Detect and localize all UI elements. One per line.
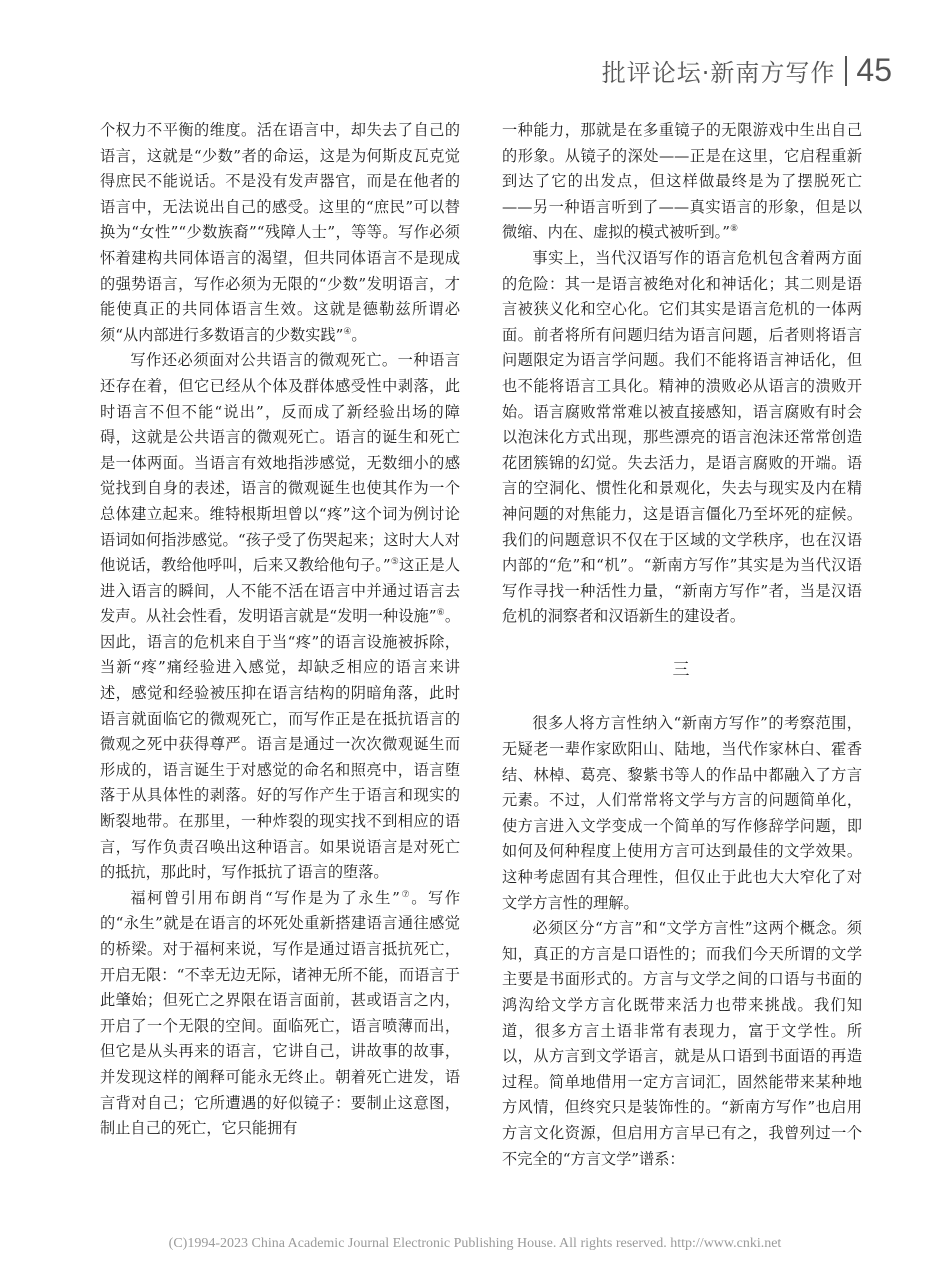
header-divider [845, 56, 847, 86]
paragraph [100, 348, 460, 885]
footnote-marker: ⑦ [399, 889, 412, 900]
section-title: 批评论坛·新南方写作 [601, 59, 836, 87]
right-column [502, 118, 862, 1172]
copyright-footer: (C)1994-2023 China Academic Journal Electronic Publishing House. All rights reserved. http://www.cnki.net [168, 1236, 782, 1251]
footnote-marker: ④ [343, 326, 352, 337]
paragraph-text: 写作还必须面对公共语言的微观死亡。一种语言还存在着，但它已经从个体及群体感受性中剥落，此时语言不但不能“说出”，反而成了新经验出场的障碍，这就是公共语言的微观死亡。语言的诞生和死亡是一体两面。当语言有效地指涉感觉，无数细小的感觉找到自身的表述，语言的微观诞生也使其作为一个总体建立起来。维特根斯坦曾以“疼”这个词为例讨论语词如何指涉感觉。“孩子受了伤哭起来；这时大人对他说话，教给他呼叫，后来又教给他句子。” [100, 351, 460, 575]
footnote-marker: ⑧ [729, 224, 739, 235]
footnote-marker: ⑤ [390, 557, 399, 568]
footnote-marker: ⑥ [436, 608, 445, 619]
page-number: 45 [856, 52, 892, 88]
paragraph-text: 这正是人进入语言的瞬间，人不能不活在语言中并通过语言去发声。从社会性看，发明语言就是“发明一种设施” [100, 556, 461, 626]
paragraph-text: 个权力不平衡的维度。活在语言中，却失去了自己的语言，这就是“少数”者的命运，这是为何斯皮瓦克觉得庶民不能说话。不是没有发声器官，而是在他者的语言中，无法说出自己的感受。这里的“庶民”可以替换为“女性”“少数族裔”“残障人士”，等等。写作必须怀着建构共同体语言的渴望，但共同体语言不是现成的强势语言，写作必须为无限的“少数”发明语言，才能使真正的共同体语言生效。这就是德勒兹所谓必须“从内部进行多数语言的少数实践” [100, 121, 460, 344]
paragraph: 必须区分“方言”和“文学方言性”这两个概念。须知，真正的方言是口语性的；而我们今天所谓的文学主要是书面形式的。方言与文学之间的口语与书面的鸿沟给文学方言化既带来活力也带来挑战。我们知道，很多方言土语非常有表现力，富于文学性。所以，从方言到文学语言，就是从口语到书面语的再造过程。简单地借用一定方言词汇，固然能带来某种地方风情，但终究只是装饰性的。“新南方写作”也启用方言文化资源，但启用方言早已有之，我曾列过一个不完全的“方言文学”谱系： [502, 919, 862, 1168]
paragraph-text: 福柯曾引用布朗肖“写作是为了永生” [130, 888, 400, 907]
paragraph-text: 。写作的“永生”就是在语言的坏死处重新搭建语言通往感觉的桥梁。对于福柯来说，写作是通过语言抵抗死亡，开启无限：“不幸无边无际，诸神无所不能，而语言于此肇始；但死亡之界限在语言面前，甚或语言之内，开启了一个无限的空间。面临死亡，语言喷薄而出，但它是从头再来的语言，它讲自己，讲故事的故事，并发现这样的阐释可能永无终止。朝着死亡进发，语言背对自己；它所遭遇的好似镜子：要制止这意图，制止自己的死亡，它只能拥有 [100, 888, 461, 1138]
paragraph: 事实上，当代汉语写作的语言危机包含着两方面的危险：其一是语言被绝对化和神话化；其二则是语言被狭义化和空心化。它们其实是语言危机的一体两面。前者将所有问题归结为语言问题，后者则将语言问题限定为语言学问题。我们不能将语言神话化，但也不能将语言工具化。精神的溃败必从语言的溃败开始。语言腐败常常难以被直接感知，语言腐败有时会以泡沫化方式出现，那些漂亮的语言泡沫还常常创造花团簇锦的幻觉。失去活力，是语言腐败的开端。语言的空洞化、惯性化和景观化，失去与现实及内在精神问题的对焦能力，这是语言僵化乃至坏死的症候。我们的问题意识不仅在于区域的文学秩序，也在汉语内部的“危”和“机”。“新南方写作”其实是为当代汉语写作寻找一种活性力量，“新南方写作”者，当是汉语危机的洞察者和汉语新生的建设者。 [502, 248, 862, 626]
paragraph [100, 886, 460, 1142]
paragraph [502, 118, 862, 246]
paragraph: 很多人将方言性纳入“新南方写作”的考察范围，无疑老一辈作家欧阳山、陆地，当代作家林白、霍香结、林棹、葛亮、黎紫书等人的作品中都融入了方言元素。不过，人们常常将文学与方言的问题简单化，使方言进入文学变成一个简单的写作修辞学问题，即如何及何种程度上使用方言可达到最佳的文学效果。这种考虑固有其合理性，但仅止于此也大大窄化了对文学方言性的理解。 [502, 714, 862, 912]
paragraph-text: 。 [351, 325, 367, 344]
section-heading: 三 [672, 659, 692, 680]
running-header [602, 52, 892, 89]
left-column [100, 118, 460, 1142]
paragraph [100, 118, 460, 348]
paragraph-text: 。因此，语言的危机来自于当“疼”的语言设施被拆除，当新“疼”痛经验进入感觉，却缺乏相应的语言来讲述，感觉和经验被压抑在语言结构的阴暗角落，此时语言就面临它的微观死亡，而写作正是在抵抗语言的微观之死中获得尊严。语言是通过一次次微观诞生而形成的，语言诞生于对感觉的命名和照亮中，语言堕落于从具体性的剥落。好的写作产生于语言和现实的断裂地带。在那里，一种炸裂的现实找不到相应的语言，写作负责召唤出这种语言。如果说语言是对死亡的抵抗，那此时，写作抵抗了语言的堕落。 [100, 607, 460, 882]
paragraph-text: 一种能力，那就是在多重镜子的无限游戏中生出自己的形象。从镜子的深处——正是在这里，它启程重新到达了它的出发点，但这样做最终是为了摆脱死亡——另一种语言听到了——真实语言的形象，但是以微缩、内在、虚拟的模式被听到。” [502, 121, 862, 242]
